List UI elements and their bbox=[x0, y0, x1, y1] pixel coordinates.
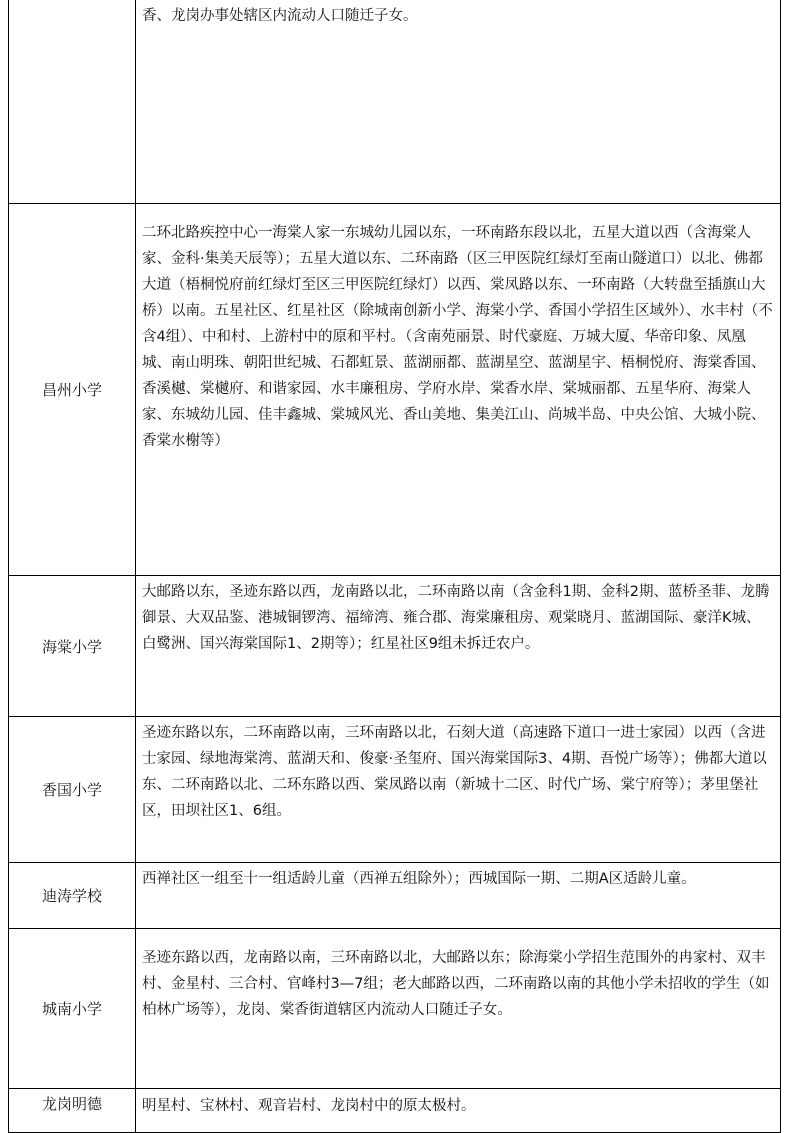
school-name-cell: 龙岗明德 bbox=[9, 1089, 136, 1133]
district-description-cell: 圣迹东路以东，二环南路以南，三环南路以北，石刻大道（高速路下道口一进士家园）以西（含进士家园、绿地海棠湾、蓝湖天和、俊豪·圣玺府、国兴海棠国际3、4期、吾悦广场等）；佛都大道以东、二环南路以北、二环东路以西、棠凤路以南（新城十二区、时代广场、棠宁府等）；茅里堡社区，田坝社区1、6组。 bbox=[136, 717, 781, 863]
district-description-cell: 明星村、宝林村、观音岩村、龙岗村中的原太极村。 bbox=[136, 1089, 781, 1133]
table-row bbox=[9, 929, 781, 1089]
table-row bbox=[9, 576, 781, 717]
table-row bbox=[9, 1089, 781, 1133]
table-row bbox=[9, 863, 781, 929]
table-row bbox=[9, 717, 781, 863]
school-name-cell: 城南小学 bbox=[9, 929, 136, 1089]
table-row bbox=[9, 204, 781, 576]
school-name-cell: 昌州小学 bbox=[9, 204, 136, 576]
school-name-cell bbox=[9, 0, 136, 204]
school-district-table bbox=[8, 0, 781, 1133]
school-name-cell: 海棠小学 bbox=[9, 576, 136, 717]
district-description-cell: 香、龙岗办事处辖区内流动人口随迁子女。 bbox=[136, 0, 781, 204]
district-description-cell: 二环北路疾控中心一海棠人家一东城幼儿园以东，一环南路东段以北，五星大道以西（含海棠人家、金科·集美天辰等）；五星大道以东、二环南路（区三甲医院红绿灯至南山隧道口）以北、佛都大道（梧桐悦府前红绿灯至区三甲医院红绿灯）以西、棠凤路以东、一环南路（大转盘至插旗山大桥）以南。五星社区、红星社区（除城南创新小学、海棠小学、香国小学招生区域外）、水丰村（不含4组）、中和村、上游村中的原和平村。（含南苑丽景、时代豪庭、万城大厦、华帝印象、凤凰城、南山明珠、朝阳世纪城、石都虹景、蓝湖丽都、蓝湖星空、蓝湖星宇、梧桐悦府、海棠香国、香溪樾、棠樾府、和谐家园、水丰廉租房、学府水岸、棠香水岸、棠城丽都、五星华府、海棠人家、东城幼儿园、佳丰鑫城、棠城风光、香山美地、集美江山、尚城半岛、中央公馆、大城小院、香棠水榭等） bbox=[136, 204, 781, 576]
district-description-cell: 圣迹东路以西，龙南路以南，三环南路以北，大邮路以东；除海棠小学招生范围外的冉家村、双丰村、金星村、三合村、官峰村3—7组；老大邮路以西，二环南路以南的其他小学未招收的学生（如柏林广场等），龙岗、棠香街道辖区内流动人口随迁子女。 bbox=[136, 929, 781, 1089]
district-description-cell: 大邮路以东，圣迹东路以西，龙南路以北，二环南路以南（含金科1期、金科2期、蓝桥圣菲、龙腾御景、大双品鉴、港城铜锣湾、福缔湾、雍合郡、海棠廉租房、观棠晓月、蓝湖国际、豪洋K城、白鹭洲、国兴海棠国际1、2期等）；红星社区9组未拆迁农户。 bbox=[136, 576, 781, 717]
district-description-cell: 西禅社区一组至十一组适龄儿童（西禅五组除外）；西城国际一期、二期A区适龄儿童。 bbox=[136, 863, 781, 929]
school-name-cell: 香国小学 bbox=[9, 717, 136, 863]
school-name-cell: 迪涛学校 bbox=[9, 863, 136, 929]
table-row bbox=[9, 0, 781, 204]
